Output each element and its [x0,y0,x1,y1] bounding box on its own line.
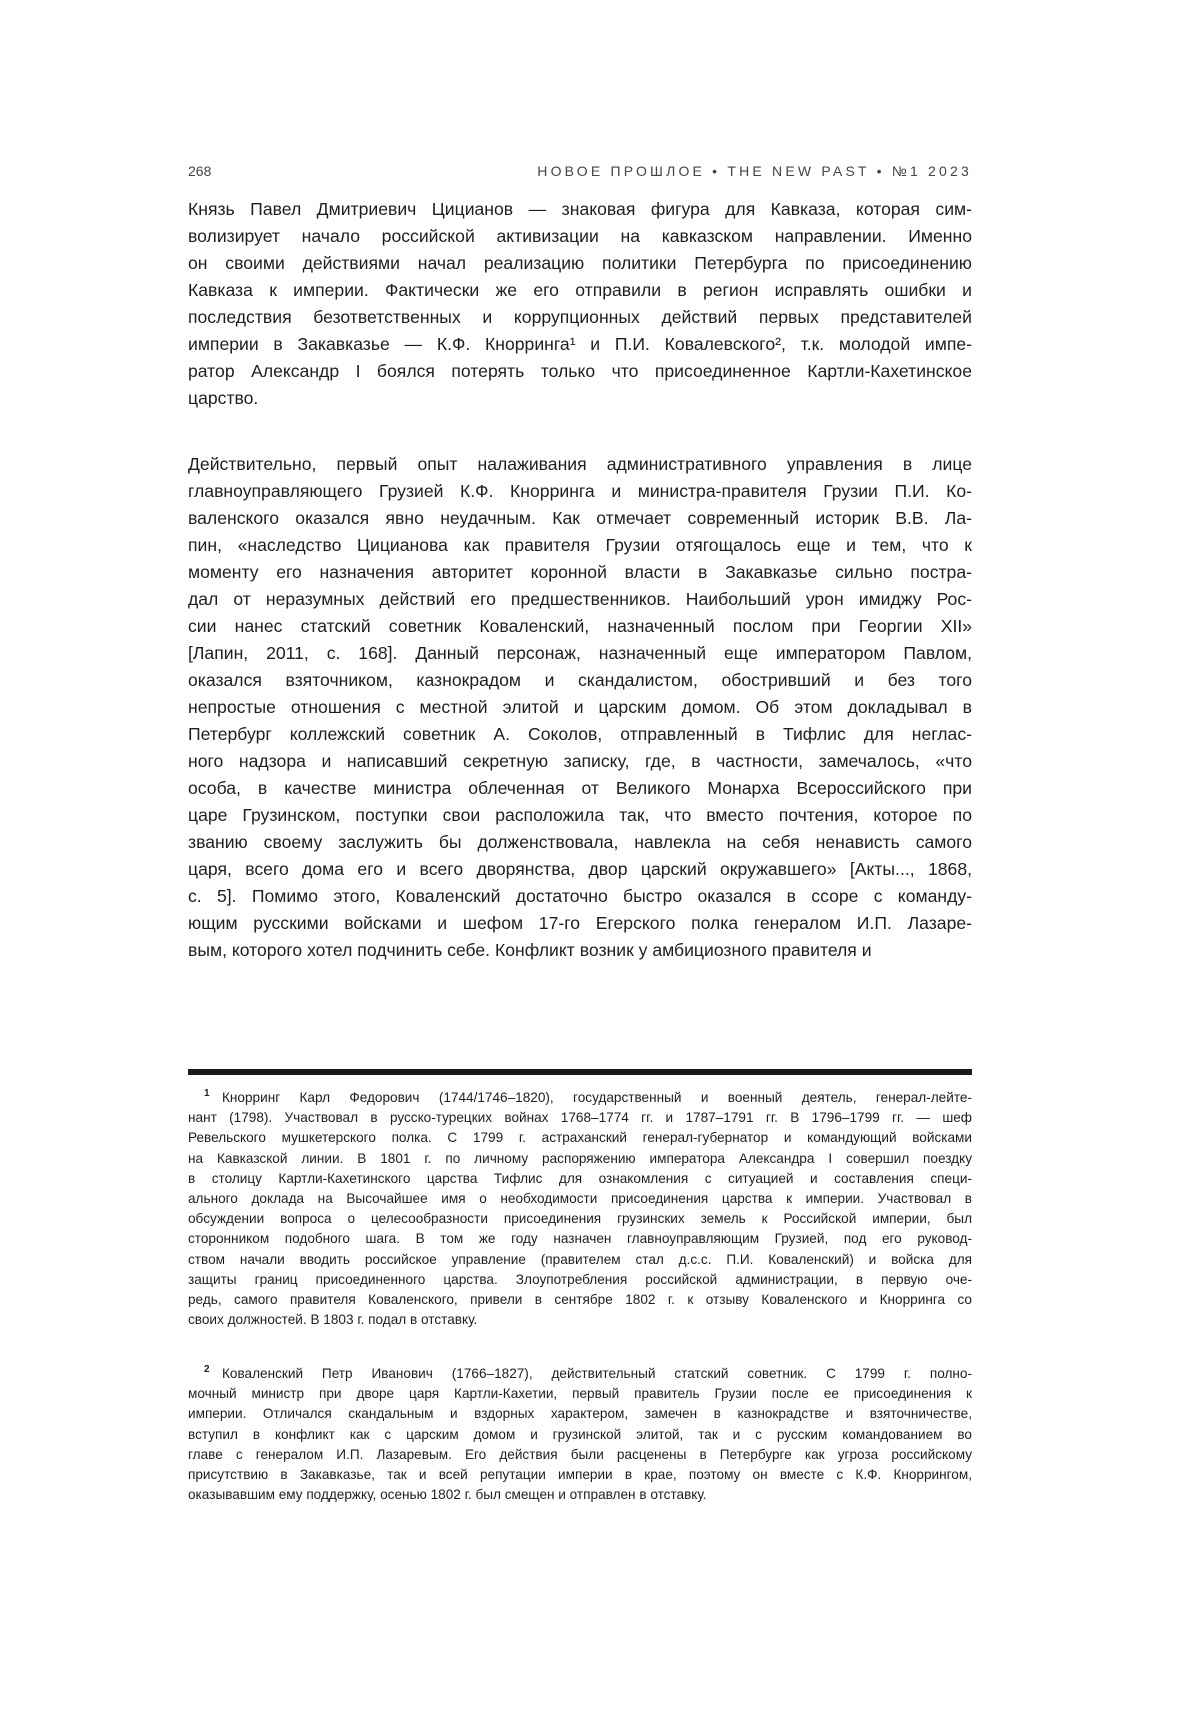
text-line: главе с генералом И.П. Лазаревым. Его действия были расценены в Петербурге как угроза российскому [188,1445,972,1465]
text-line: нант (1798). Участвовал в русско-турецких войнах 1768–1774 гг. и 1787–1791 гг. В 1796–1799 гг. — шеф [188,1108,972,1128]
text-line: Действительно, первый опыт налаживания административного управления в лице [188,451,972,478]
footnote-1 [188,1088,972,1330]
text-line: ного надзора и написавший секретную записку, где, в частности, замечалось, «что [188,748,972,775]
text-line: царе Грузинском, поступки свои расположила так, что вместо почтения, которое по [188,802,972,829]
text-line: Ревельского мушкетерского полка. С 1799 г. астраханский генерал-губернатор и командующий войсками [188,1128,972,1148]
text-line [188,1364,972,1384]
journal-running-title: НОВОЕ ПРОШЛОЕ • THE NEW PAST • №1 2023 [537,163,972,179]
text-line: обсуждении вопроса о целесообразности присоединения грузинских земель к Российской империи, был [188,1209,972,1229]
text-line: непростые отношения с местной элитой и царским домом. Об этом докладывал в [188,694,972,721]
text-line: званию своему заслужить бы долженствовала, навлекла на себя ненависть самого [188,829,972,856]
text-line: последствия безответственных и коррупционных действий первых представителей [188,304,972,331]
page-number: 268 [188,163,211,179]
text-line: моменту его назначения авторитет коронной власти в Закавказье сильно постра- [188,559,972,586]
text-line: царя, всего дома его и всего дворянства, двор царский окружавшего» [Акты..., 1868, [188,856,972,883]
text-line: сии нанес статский советник Коваленский, назначенный послом при Георгии XII» [188,613,972,640]
text-line: особа, в качестве министра облеченная от Великого Монарха Всероссийского при [188,775,972,802]
text-line: валенского оказался явно неудачным. Как отмечает современный историк В.В. Ла- [188,505,972,532]
text-line: ством начали вводить российское управление (правителем стал д.с.с. П.И. Коваленский) и войска для [188,1250,972,1270]
footnote-text: Коваленский Петр Иванович (1766–1827), действительный статский советник. С 1799 г. полно- [222,1366,972,1381]
footnote-number: 2 [204,1360,210,1380]
text-line: ального доклада на Высочайшее имя о необходимости присоединения царства к империи. Участвовал в [188,1189,972,1209]
text-line: Петербург коллежский советник А. Соколов, отправленный в Тифлис для неглас- [188,721,972,748]
text-line: на Кавказской линии. В 1801 г. по личному распоряжению императора Александра I совершил поездку [188,1149,972,1169]
text-line: Кавказа к империи. Фактически же его отправили в регион исправлять ошибки и [188,277,972,304]
text-line: вступил в конфликт как с царским домом и грузинской элитой, так и с русским командованием во [188,1425,972,1445]
text-line: ющим русскими войсками и шефом 17-го Егерского полка генералом И.П. Лазаре- [188,910,972,937]
text-line: империи. Отличался скандальным и вздорных характером, замечен в казнокрадстве и взяточничестве, [188,1404,972,1424]
text-line [188,1088,972,1108]
text-line: дал от неразумных действий его предшественников. Наибольший урон имиджу Рос- [188,586,972,613]
text-line: с. 5]. Помимо этого, Коваленский достаточно быстро оказался в ссоре с команду- [188,883,972,910]
text-line: главноуправляющего Грузией К.Ф. Кнорринга и министра-правителя Грузии П.И. Ко- [188,478,972,505]
text-line: защиты границ присоединенного царства. Злоупотребления российской администрации, в первую оче- [188,1270,972,1290]
text-line: в столицу Картли-Кахетинского царства Тифлис для ознакомления с ситуацией и составления специ- [188,1169,972,1189]
text-line: своих должностей. В 1803 г. подал в отставку. [188,1310,972,1330]
footnote-number: 1 [204,1084,210,1104]
text-line: царство. [188,385,972,412]
footnote-2 [188,1364,972,1505]
text-line: оказывавшим ему поддержку, осенью 1802 г. был смещен и отправлен в отставку. [188,1485,972,1505]
text-line: редь, самого правителя Коваленского, привели в сентябре 1802 г. к отзыву Коваленского и Кнорринга со [188,1290,972,1310]
text-line: ратор Александр I боялся потерять только что присоединенное Картли-Кахетинское [188,358,972,385]
text-line: присутствию в Закавказье, так и всей репутации империи в крае, поэтому он вместе с К.Ф. Кноррингом, [188,1465,972,1485]
paragraph-1 [188,196,972,412]
text-line: [Лапин, 2011, с. 168]. Данный персонаж, назначенный еще императором Павлом, [188,640,972,667]
text-line: Князь Павел Дмитриевич Цицианов — знаковая фигура для Кавказа, которая сим- [188,196,972,223]
text-line: вым, которого хотел подчинить себе. Конфликт возник у амбициозного правителя и [188,937,972,964]
text-line: он своими действиями начал реализацию политики Петербурга по присоединению [188,250,972,277]
text-line: сторонником подобного шага. В том же году назначен главноуправляющим Грузией, под его руковод- [188,1229,972,1249]
text-line: мочный министр при дворе царя Картли-Кахетии, первый правитель Грузии после ее присоединения к [188,1384,972,1404]
paragraph-2 [188,451,972,964]
text-line: оказался взяточником, казнокрадом и скандалистом, обостривший и без того [188,667,972,694]
footnote-text: Кнорринг Карл Федорович (1744/1746–1820), государственный и военный деятель, генерал-лейте- [222,1090,972,1105]
text-line: империи в Закавказье — К.Ф. Кнорринга¹ и П.И. Ковалевского², т.к. молодой импе- [188,331,972,358]
text-line: волизирует начало российской активизации на кавказском направлении. Именно [188,223,972,250]
footnote-separator-rule [188,1069,972,1075]
text-line: пин, «наследство Цицианова как правителя Грузии отягощалось еще и тем, что к [188,532,972,559]
